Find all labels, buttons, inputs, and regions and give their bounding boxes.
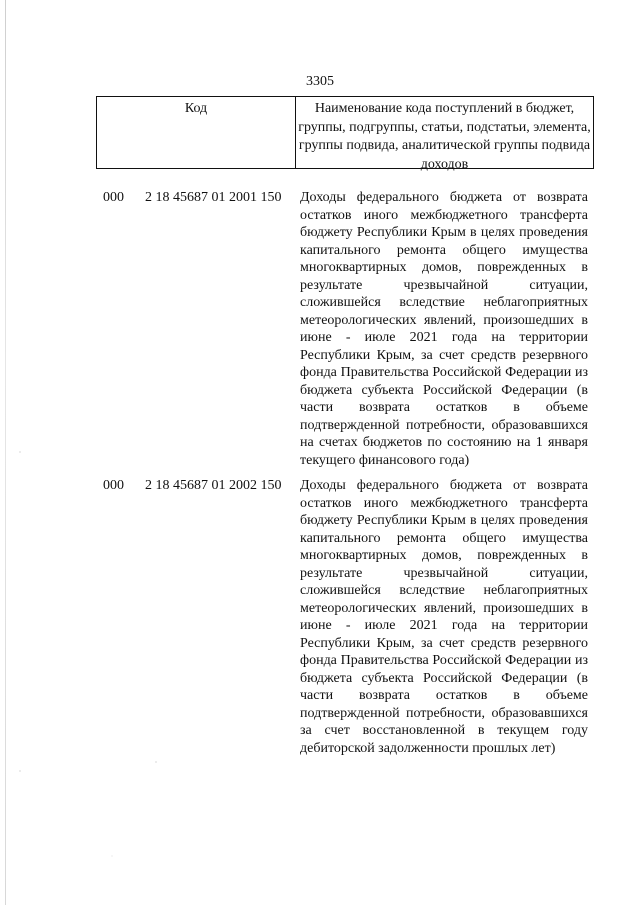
- income-description: Доходы федерального бюджета от возврата остатков иного межбюджетного трансферта бюджету Республики Крым в целях проведения капитального ремонта общего имущества многоквартирных домов, поврежденных в результате чрезвычайной ситуации, сложившейся вследствие неблагоприятных метеорологических явлений, произошедших в июне - июле 2021 года на территории Республики Крым, за счет средств резервного фонда Правительства Российской Федерации из бюджета субъекта Российской Федерации (в части возврата остатков в объеме подтвержденной потребности, образовавшихся за счет восстановленной в текущем году дебиторской задолженности прошлых лет): [300, 478, 588, 756]
- header-name-label: Наименование кода поступлений в бюджет, группы, подгруппы, статьи, подстатьи, элемента, группы подвида, аналитической группы подвида доходов: [298, 101, 591, 172]
- budget-code: 2 18 45687 01 2001 150: [145, 190, 282, 205]
- header-code-label: Код: [97, 97, 296, 168]
- header-table: [96, 96, 594, 172]
- admin-code: 000: [103, 478, 124, 493]
- admin-code: 000: [103, 190, 124, 205]
- scan-edge: [5, 0, 6, 905]
- income-description: Доходы федерального бюджета от возврата остатков иного межбюджетного трансферта бюджету Республики Крым в целях проведения капитального ремонта общего имущества многоквартирных домов, поврежденных в результате чрезвычайной ситуации, сложившейся вследствие неблагоприятных метеорологических явлений, произошедших в июне - июле 2021 года на территории Республики Крым, за счет средств резервного фонда Правительства Российской Федерации из бюджета субъекта Российской Федерации (в части возврата остатков в объеме подтвержденной потребности, образовавшихся на счетах бюджетов по состоянию на 1 января текущего финансового года): [300, 190, 588, 468]
- budget-code: 2 18 45687 01 2002 150: [145, 478, 282, 493]
- page-number: 3305: [306, 74, 334, 89]
